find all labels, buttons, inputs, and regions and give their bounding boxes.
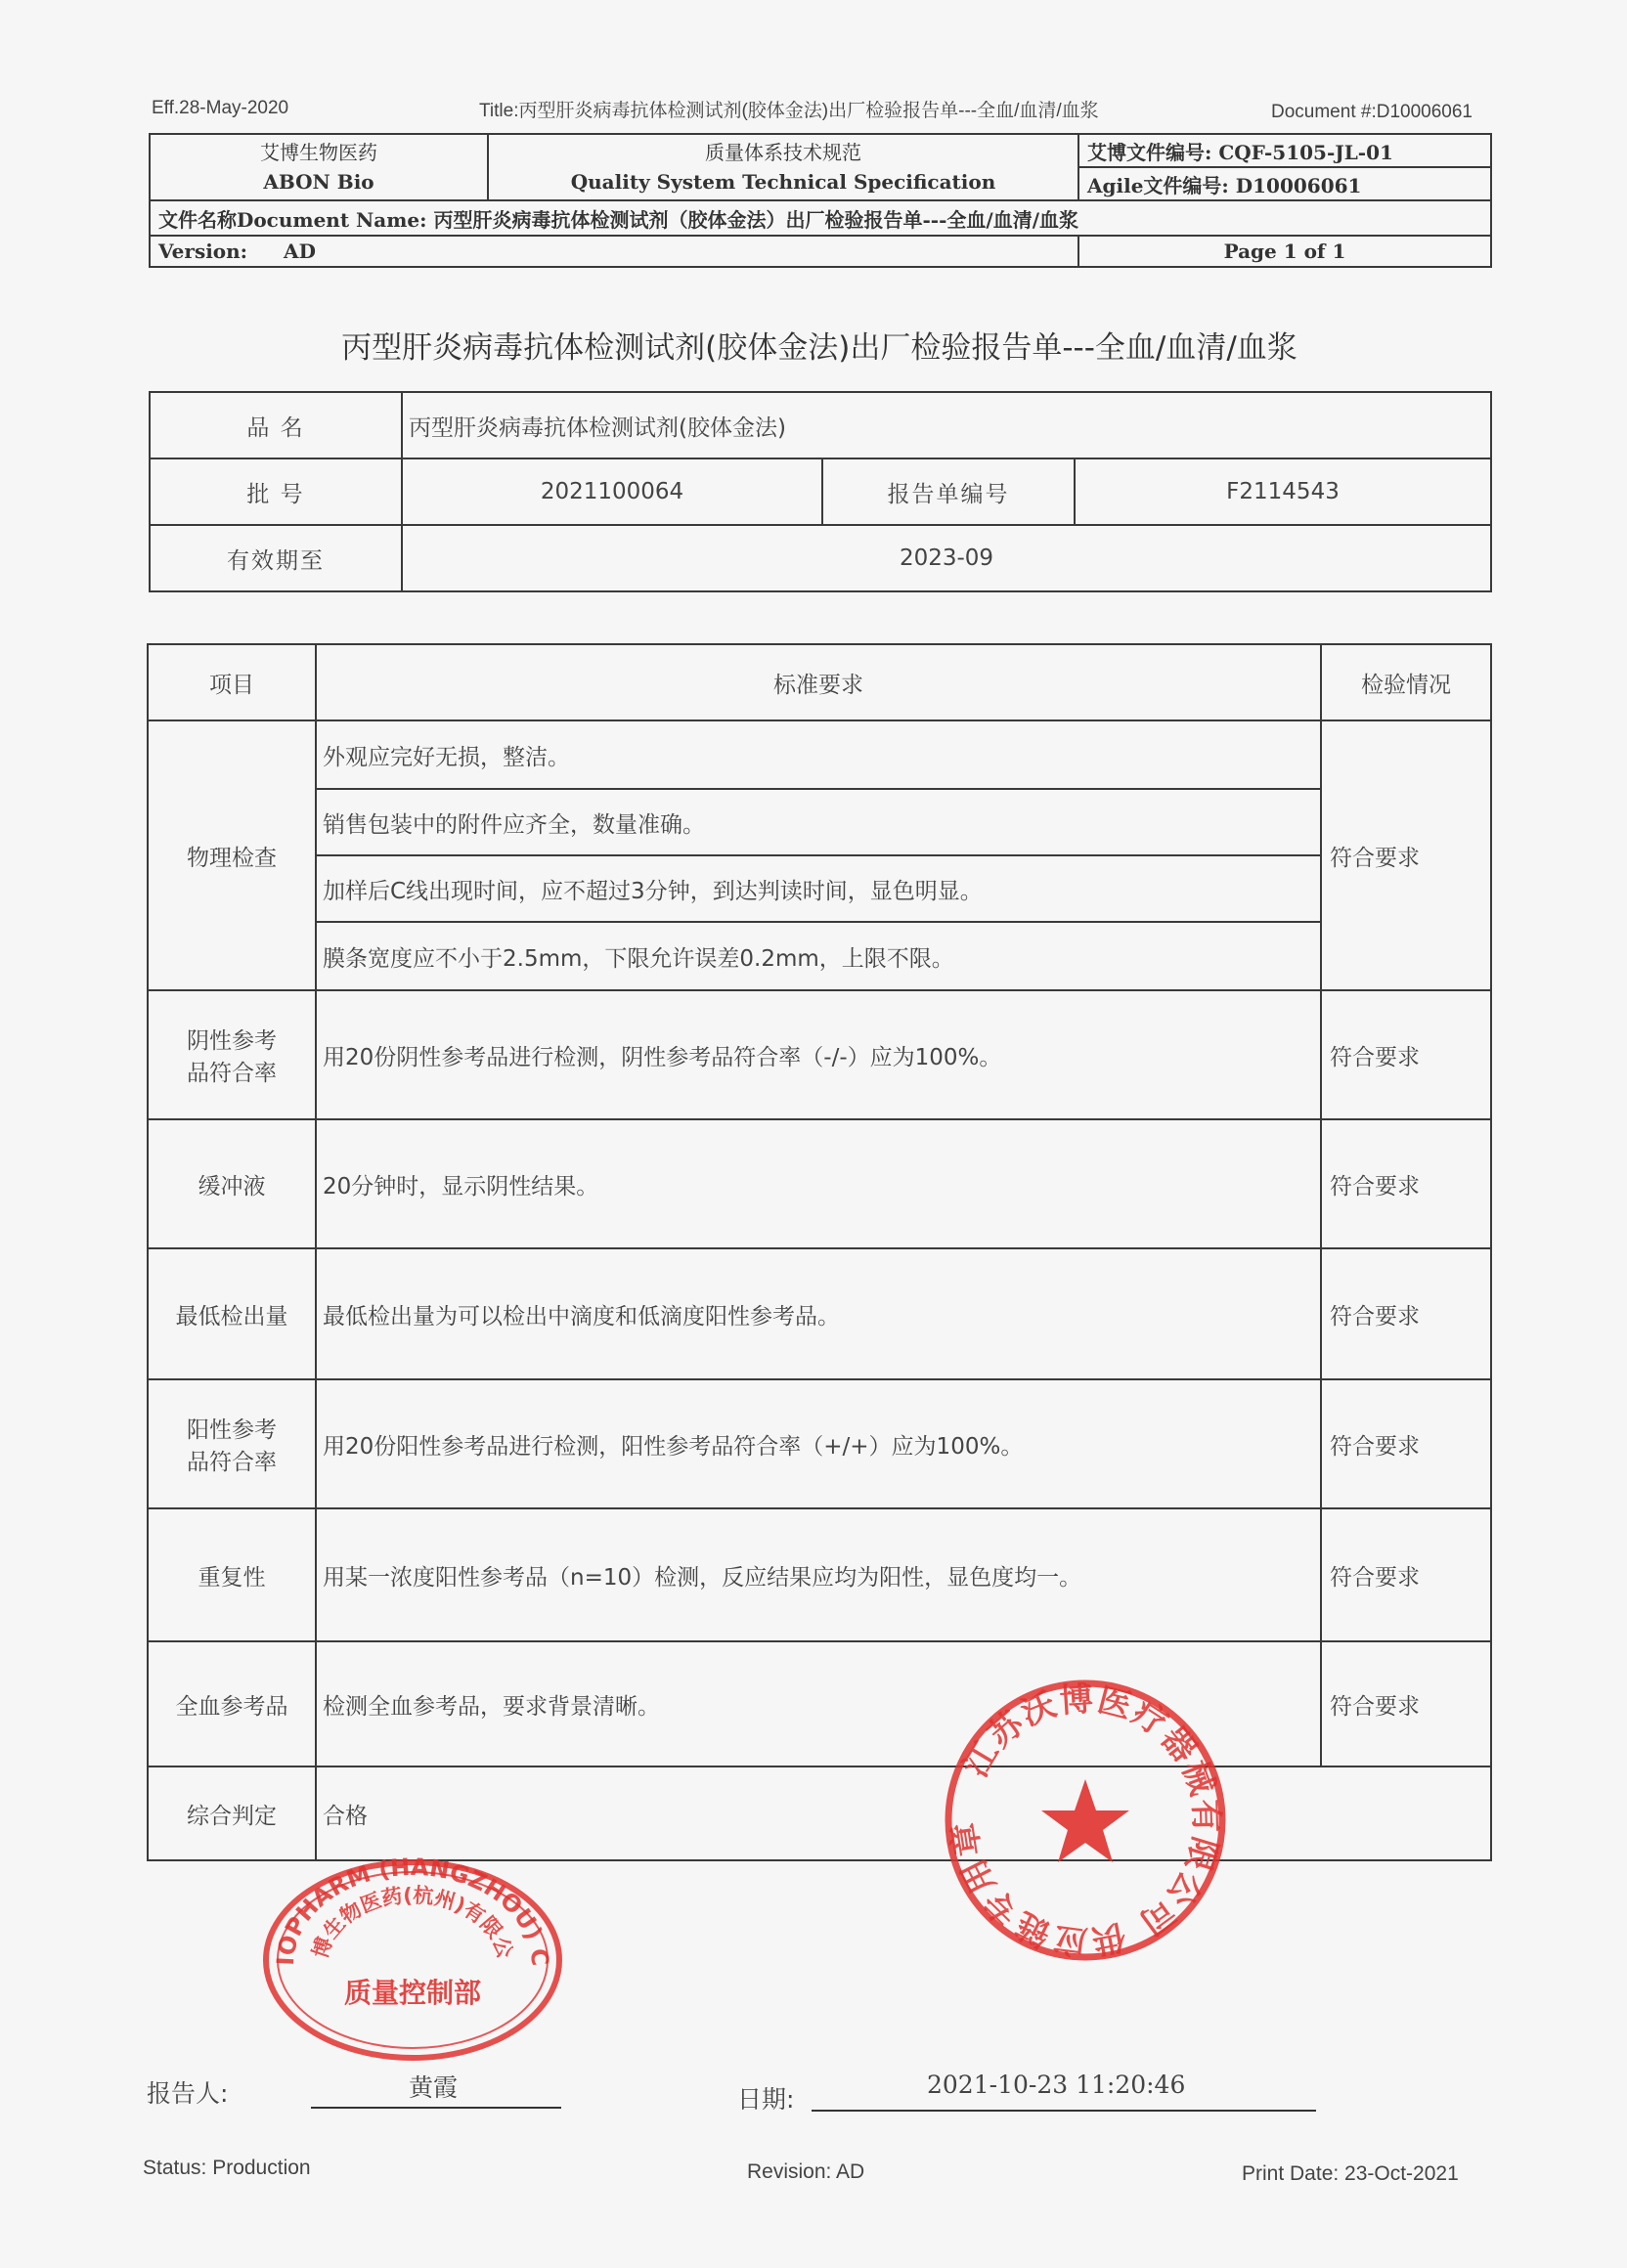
reporter-label: 报告人: — [147, 2079, 229, 2108]
date-label: 日期: — [737, 2085, 795, 2114]
company-cn: 艾博生物医药 — [260, 141, 377, 164]
star-icon — [1041, 1779, 1129, 1862]
row-item-line2: 品符合率 — [187, 1061, 277, 1086]
abon-doc-number: 艾博文件编号: CQF-5105-JL-01 — [1078, 134, 1491, 167]
physical-result: 符合要求 — [1321, 720, 1491, 990]
physical-req-4: 膜条宽度应不小于2.5mm，下限允许误差0.2mm，上限不限。 — [316, 922, 1321, 990]
date-line — [812, 2110, 1316, 2112]
table-row — [148, 1641, 1491, 1766]
header-table — [149, 133, 1492, 268]
row-requirement: 20分钟时，显示阴性结果。 — [316, 1119, 1321, 1248]
agile-doc-number: Agile文件编号: D10006061 — [1078, 167, 1491, 200]
row-requirement: 最低检出量为可以检出中滴度和低滴度阳性参考品。 — [316, 1248, 1321, 1379]
spec-en: Quality System Technical Specification — [570, 170, 996, 194]
header-result: 检验情况 — [1321, 644, 1491, 720]
revision-text: Revision: AD — [747, 2160, 865, 2183]
row-requirement: 用某一浓度阳性参考品（n=10）检测，反应结果应均为阳性，显色度均一。 — [316, 1508, 1321, 1641]
company-cell — [150, 134, 488, 200]
qc-department-stamp — [256, 1848, 569, 2063]
row-item-line2: 品符合率 — [187, 1450, 277, 1475]
row-requirement: 用20份阳性参考品进行检测，阳性参考品符合率（+/+）应为100%。 — [316, 1379, 1321, 1508]
row-result: 符合要求 — [1321, 990, 1491, 1119]
document-name: 文件名称Document Name: 丙型肝炎病毒抗体检测试剂（胶体金法）出厂检验报告单---全血/血清/血浆 — [150, 200, 1491, 236]
product-name-label: 品 名 — [150, 392, 402, 458]
header-item: 项目 — [148, 644, 316, 720]
batch-value: 2021100064 — [402, 458, 822, 525]
company-en: ABON Bio — [263, 170, 374, 194]
row-result: 符合要求 — [1321, 1248, 1491, 1379]
status-text: Status: Production — [143, 2157, 311, 2179]
table-row — [148, 1248, 1491, 1379]
expiry-value: 2023-09 — [402, 525, 1491, 591]
table-row — [148, 1119, 1491, 1248]
report-title: 丙型肝炎病毒抗体检测试剂(胶体金法)出厂检验报告单---全血/血清/血浆 — [341, 330, 1297, 366]
stamp-left-inner-text: 博生物医药(杭州)有限公 — [308, 1883, 517, 1962]
spec-cn: 质量体系技术规范 — [705, 141, 861, 164]
doc-meta-title: Title:丙型肝炎病毒抗体检测试剂(胶体金法)出厂检验报告单---全血/血清/血浆 — [479, 101, 1099, 121]
physical-req-1: 外观应完好无损，整洁。 — [316, 720, 1321, 789]
row-item — [148, 1379, 316, 1508]
report-number-label: 报告单编号 — [822, 458, 1075, 525]
physical-item: 物理检查 — [148, 720, 316, 990]
physical-req-3: 加样后C线出现时间，应不超过3分钟，到达判读时间，显色明显。 — [316, 855, 1321, 922]
stamp-left-center-text: 质量控制部 — [343, 1977, 482, 2009]
company-seal-stamp — [939, 1674, 1232, 1967]
row-item: 全血参考品 — [148, 1641, 316, 1766]
row-item: 缓冲液 — [148, 1119, 316, 1248]
row-item — [148, 990, 316, 1119]
document-number: Document #:D10006061 — [1271, 102, 1473, 122]
inspection-table — [147, 643, 1492, 1861]
conclusion-label: 综合判定 — [148, 1766, 316, 1860]
row-result: 符合要求 — [1321, 1641, 1491, 1766]
product-info-table — [149, 391, 1492, 592]
batch-label: 批 号 — [150, 458, 402, 525]
stamp-right-ring-text: 江苏沃博医疗器械有限公司 供应链专用章 — [944, 1679, 1226, 1962]
stamp-left-outer-text: IOPHARM (HANGZHOU) C — [271, 1853, 554, 1968]
product-name-value: 丙型肝炎病毒抗体检测试剂(胶体金法) — [402, 392, 1491, 458]
conclusion-value: 合格 — [316, 1766, 1491, 1860]
version-value: AD — [284, 240, 316, 263]
physical-req-2: 销售包装中的附件应齐全，数量准确。 — [316, 789, 1321, 855]
spec-cell — [488, 134, 1078, 200]
expiry-label: 有效期至 — [150, 525, 402, 591]
effective-date: Eff.28-May-2020 — [152, 98, 289, 118]
row-item: 最低检出量 — [148, 1248, 316, 1379]
table-row — [148, 1379, 1491, 1508]
report-number-value: F2114543 — [1075, 458, 1491, 525]
print-date-text: Print Date: 23-Oct-2021 — [1242, 2162, 1459, 2185]
table-row — [148, 990, 1491, 1119]
version-label: Version: — [158, 240, 248, 263]
row-result: 符合要求 — [1321, 1119, 1491, 1248]
row-requirement: 用20份阴性参考品进行检测，阴性参考品符合率（-/-）应为100%。 — [316, 990, 1321, 1119]
row-result: 符合要求 — [1321, 1379, 1491, 1508]
version-cell — [150, 236, 1078, 267]
row-item: 重复性 — [148, 1508, 316, 1641]
header-standard: 标准要求 — [316, 644, 1321, 720]
reporter-name: 黄霞 — [409, 2073, 459, 2102]
date-value: 2021-10-23 11:20:46 — [927, 2071, 1186, 2099]
row-result: 符合要求 — [1321, 1508, 1491, 1641]
row-item-line1: 阴性参考 — [187, 1028, 277, 1054]
table-row — [148, 1508, 1491, 1641]
row-requirement: 检测全血参考品，要求背景清晰。 — [316, 1641, 1321, 1766]
reporter-signature-line — [311, 2107, 561, 2109]
row-item-line1: 阳性参考 — [187, 1418, 277, 1443]
page-number: Page 1 of 1 — [1078, 236, 1491, 267]
